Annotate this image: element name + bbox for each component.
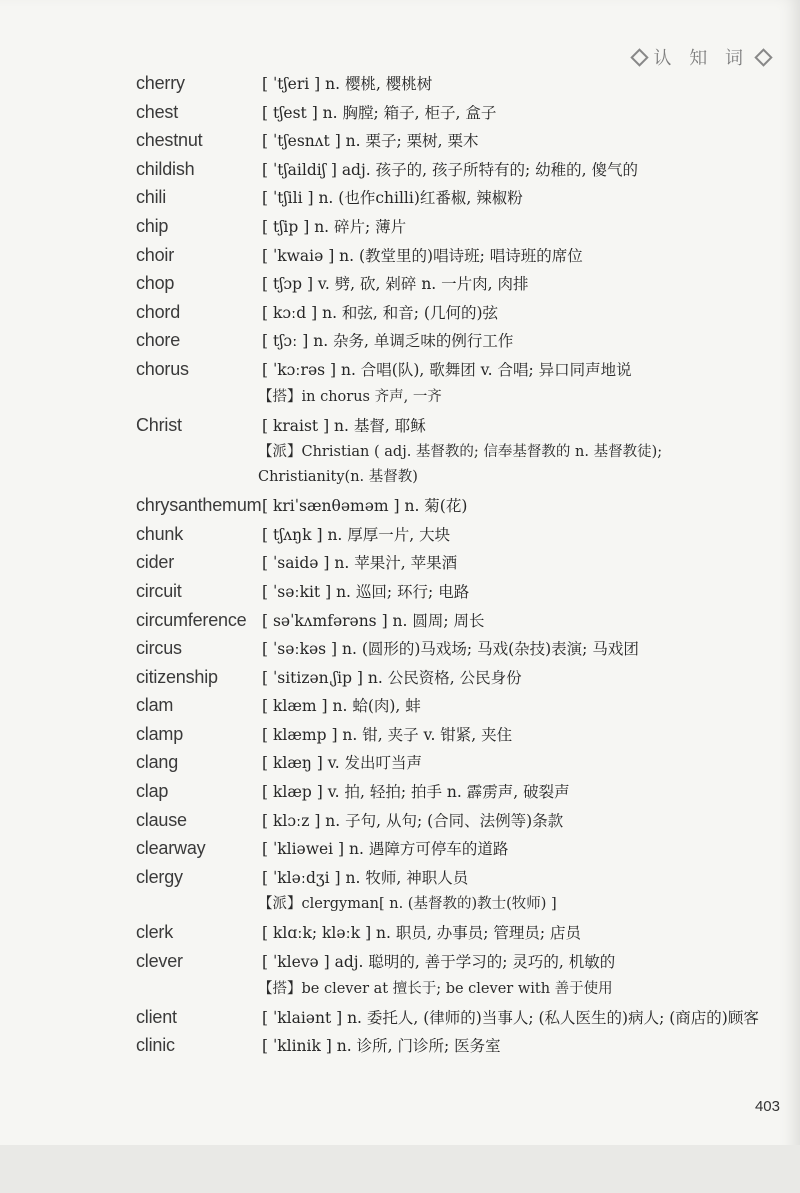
definition: [ tʃɔː ] n. 杂务, 单调乏味的例行工作 — [262, 332, 514, 351]
entry-clearway — [0, 837, 800, 862]
collocation-note: 【搭】be clever at 擅长于; be clever with 善于使用 — [258, 980, 613, 997]
entry-clinic — [0, 1034, 800, 1059]
entry-clause — [0, 809, 800, 834]
headword: chrysanthemum — [136, 495, 262, 516]
headword: cider — [136, 552, 175, 573]
definition: [ klɔːz ] n. 子句, 从句; (合同、法例等)条款 — [262, 811, 564, 830]
definition: [ ˈsəːkit ] n. 巡回; 环行; 电路 — [262, 582, 470, 601]
entry-clap — [0, 780, 800, 805]
definition: [ ˈklaiənt ] n. 委托人, (律师的)当事人; (私人医生的)病人; (商店的)顾客 — [262, 1008, 759, 1027]
entry-clamp — [0, 723, 800, 748]
headword: citizenship — [136, 666, 218, 687]
entry-chip — [0, 215, 800, 240]
entry-chore — [0, 329, 800, 354]
section-header — [633, 44, 770, 70]
definition: [ tʃʌŋk ] n. 厚厚一片, 大块 — [262, 525, 451, 544]
headword: choir — [136, 244, 175, 265]
entry-chest — [0, 101, 800, 126]
diamond-icon — [630, 48, 648, 66]
entry-childish — [0, 158, 800, 183]
definition: [ ˈkwaiə ] n. (教堂里的)唱诗班; 唱诗班的席位 — [262, 246, 583, 265]
entry-clever — [0, 950, 800, 975]
entry-clerk — [0, 921, 800, 946]
page-bottom-margin — [0, 1145, 800, 1193]
definition: [ ˈtʃili ] n. (也作chilli)红番椒, 辣椒粉 — [262, 189, 523, 208]
entry-choir — [0, 244, 800, 269]
headword: client — [136, 1006, 177, 1027]
headword: chore — [136, 330, 181, 351]
headword: clang — [136, 752, 179, 773]
entry-circuit — [0, 580, 800, 605]
headword: clam — [136, 695, 174, 716]
headword: chorus — [136, 358, 189, 379]
headword: chop — [136, 273, 175, 294]
page-number: 403 — [754, 1098, 780, 1115]
definition: [ tʃip ] n. 碎片; 薄片 — [262, 217, 407, 236]
definition: [ ˈkləːdʒi ] n. 牧师, 神职人员 — [262, 868, 469, 887]
headword: cherry — [136, 73, 185, 93]
headword: clerk — [136, 922, 174, 943]
entry-chorus — [0, 358, 800, 383]
headword: clap — [136, 781, 169, 802]
entry-chunk — [0, 523, 800, 548]
headword: circumference — [136, 609, 247, 630]
headword: clinic — [136, 1035, 175, 1056]
headword: chest — [136, 101, 179, 122]
entry-clam — [0, 694, 800, 719]
definition: [ klæŋ ] v. 发出叮当声 — [262, 754, 423, 773]
definition: [ ˈtʃaildiʃ ] adj. 孩子的, 孩子所特有的; 幼稚的, 傻气的 — [262, 160, 638, 179]
headword: Christ — [136, 414, 182, 435]
definition: [ kɔːd ] n. 和弦, 和音; (几何的)弦 — [262, 303, 499, 322]
entry-chop — [0, 272, 800, 297]
section-title: 认 知 词 — [653, 48, 749, 69]
headword: chili — [136, 187, 167, 208]
definition: [ tʃest ] n. 胸膛; 箱子, 柜子, 盒子 — [262, 103, 497, 122]
entry-chord — [0, 301, 800, 326]
entry-christ — [0, 414, 800, 439]
headword: clamp — [136, 723, 184, 744]
definition: [ ˈklevə ] adj. 聪明的, 善于学习的; 灵巧的, 机敏的 — [262, 953, 616, 972]
entry-chili — [0, 186, 800, 211]
headword: circus — [136, 638, 182, 659]
definition: [ ˈtʃesnʌt ] n. 栗子; 栗树, 栗木 — [262, 132, 479, 151]
definition: [ kraist ] n. 基督, 耶稣 — [262, 416, 426, 435]
headword: chip — [136, 215, 169, 236]
entry-clergy — [0, 866, 800, 891]
headword: circuit — [136, 580, 182, 601]
entry-clang — [0, 751, 800, 776]
definition: [ klæm ] n. 蛤(肉), 蚌 — [262, 697, 421, 716]
entry-circus — [0, 637, 800, 662]
definition: [ ˈkɔːrəs ] n. 合唱(队), 歌舞团 v. 合唱; 异口同声地说 — [262, 360, 632, 379]
diamond-icon — [754, 48, 772, 66]
definition: [ ˈtʃeri ] n. 樱桃, 樱桃树 — [262, 75, 433, 93]
headword: childish — [136, 158, 195, 179]
definition: [ klɑːk; kləːk ] n. 职员, 办事员; 管理员; 店员 — [262, 924, 582, 943]
entry-citizenship — [0, 666, 800, 691]
headword: chord — [136, 301, 181, 322]
entry-client — [0, 1006, 800, 1031]
headword: clergy — [136, 866, 183, 887]
definition: [ ˈklinik ] n. 诊所, 门诊所; 医务室 — [262, 1037, 501, 1056]
definition: [ tʃɔp ] v. 劈, 砍, 剁碎 n. 一片肉, 肉排 — [262, 275, 529, 294]
entry-list — [0, 72, 800, 1063]
entry-chrysanthemum — [0, 494, 800, 519]
entry-chestnut — [0, 129, 800, 154]
headword: clever — [136, 951, 183, 972]
definition: [ klæp ] v. 拍, 轻拍; 拍手 n. 霹雳声, 破裂声 — [262, 783, 570, 802]
derivation-note: 【派】clergyman[ n. (基督教的)教士(牧师) ] — [258, 896, 557, 913]
entry-circumference — [0, 609, 800, 634]
entry-cider — [0, 551, 800, 576]
headword: chestnut — [136, 130, 203, 151]
collocation-note: 【搭】in chorus 齐声, 一齐 — [258, 388, 442, 405]
entry-cherry — [0, 72, 800, 97]
definition: [ səˈkʌmfərəns ] n. 圆周; 周长 — [262, 611, 485, 630]
definition: [ klæmp ] n. 钳, 夹子 v. 钳紧, 夹住 — [262, 725, 513, 744]
definition: [ ˈsaidə ] n. 苹果汁, 苹果酒 — [262, 554, 458, 573]
headword: clearway — [136, 838, 206, 859]
headword: chunk — [136, 523, 184, 544]
headword: clause — [136, 809, 187, 830]
definition: [ ˈkliəwei ] n. 遇障方可停车的道路 — [262, 840, 509, 859]
derivation-note: 【派】Christian ( adj. 基督教的; 信奉基督教的 n. 基督教徒); Christianity(n. 基督教) — [258, 444, 663, 486]
definition: [ kriˈsænθəməm ] n. 菊(花) — [262, 497, 468, 516]
definition: [ ˈsitizənˌʃip ] n. 公民资格, 公民身份 — [262, 668, 522, 687]
definition: [ ˈsəːkəs ] n. (圆形的)马戏场; 马戏(杂技)表演; 马戏团 — [262, 640, 639, 659]
